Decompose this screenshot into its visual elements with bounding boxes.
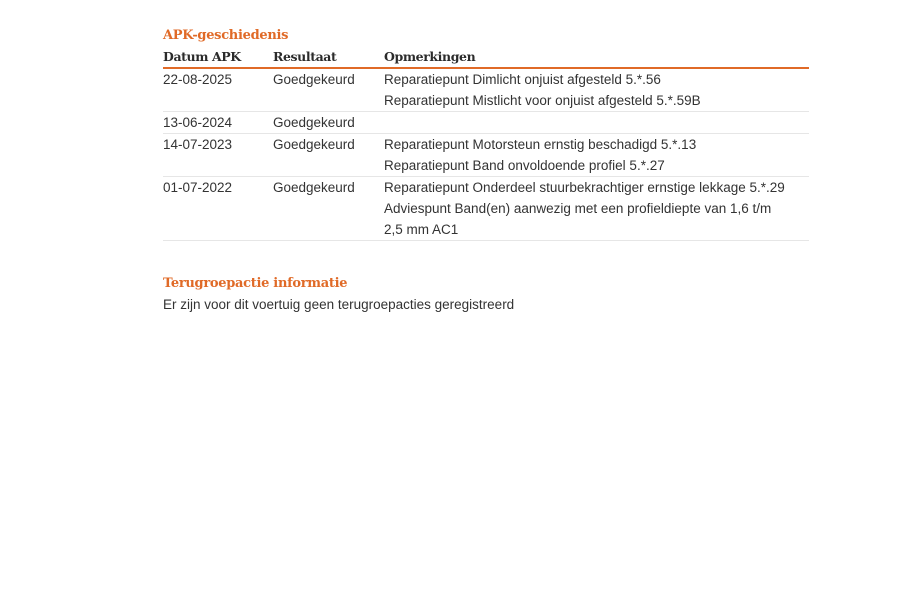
remark-line: Adviespunt Band(en) aanwezig met een profieldiepte van 1,6 t/m	[384, 201, 772, 216]
table-row	[163, 112, 809, 134]
apk-history-title: APK-geschiedenis	[163, 28, 289, 43]
remark-line: Reparatiepunt Mistlicht voor onjuist afgesteld 5.*.59B	[384, 93, 701, 108]
apk-history-table	[163, 46, 809, 241]
apk-remarks	[384, 112, 809, 134]
apk-remarks	[384, 177, 809, 241]
apk-date: 14-07-2023	[163, 134, 273, 177]
apk-date: 01-07-2022	[163, 177, 273, 241]
remark-line: 2,5 mm AC1	[384, 222, 459, 237]
report-page	[163, 26, 809, 316]
apk-date: 22-08-2025	[163, 68, 273, 112]
apk-result: Goedgekeurd	[273, 134, 384, 177]
apk-result: Goedgekeurd	[273, 177, 384, 241]
table-row	[163, 134, 809, 177]
table-header-row	[163, 46, 809, 68]
column-header-remarks: Opmerkingen	[384, 46, 809, 68]
remark-line: Reparatiepunt Band onvoldoende profiel 5.*.27	[384, 158, 665, 173]
table-row	[163, 68, 809, 112]
apk-date: 13-06-2024	[163, 112, 273, 134]
apk-remarks	[384, 134, 809, 177]
recall-text: Er zijn voor dit voertuig geen terugroepacties geregistreerd	[163, 297, 515, 312]
table-row	[163, 177, 809, 241]
apk-result: Goedgekeurd	[273, 112, 384, 134]
recall-section	[163, 274, 809, 316]
apk-remarks	[384, 68, 809, 112]
remark-line: Reparatiepunt Motorsteun ernstig beschadigd 5.*.13	[384, 137, 697, 152]
column-header-date: Datum APK	[163, 46, 273, 68]
column-header-result: Resultaat	[273, 46, 384, 68]
remark-line: Reparatiepunt Onderdeel stuurbekrachtiger ernstige lekkage 5.*.29	[384, 180, 785, 195]
apk-result: Goedgekeurd	[273, 68, 384, 112]
recall-title: Terugroepactie informatie	[163, 276, 348, 291]
remark-line: Reparatiepunt Dimlicht onjuist afgesteld 5.*.56	[384, 72, 661, 87]
